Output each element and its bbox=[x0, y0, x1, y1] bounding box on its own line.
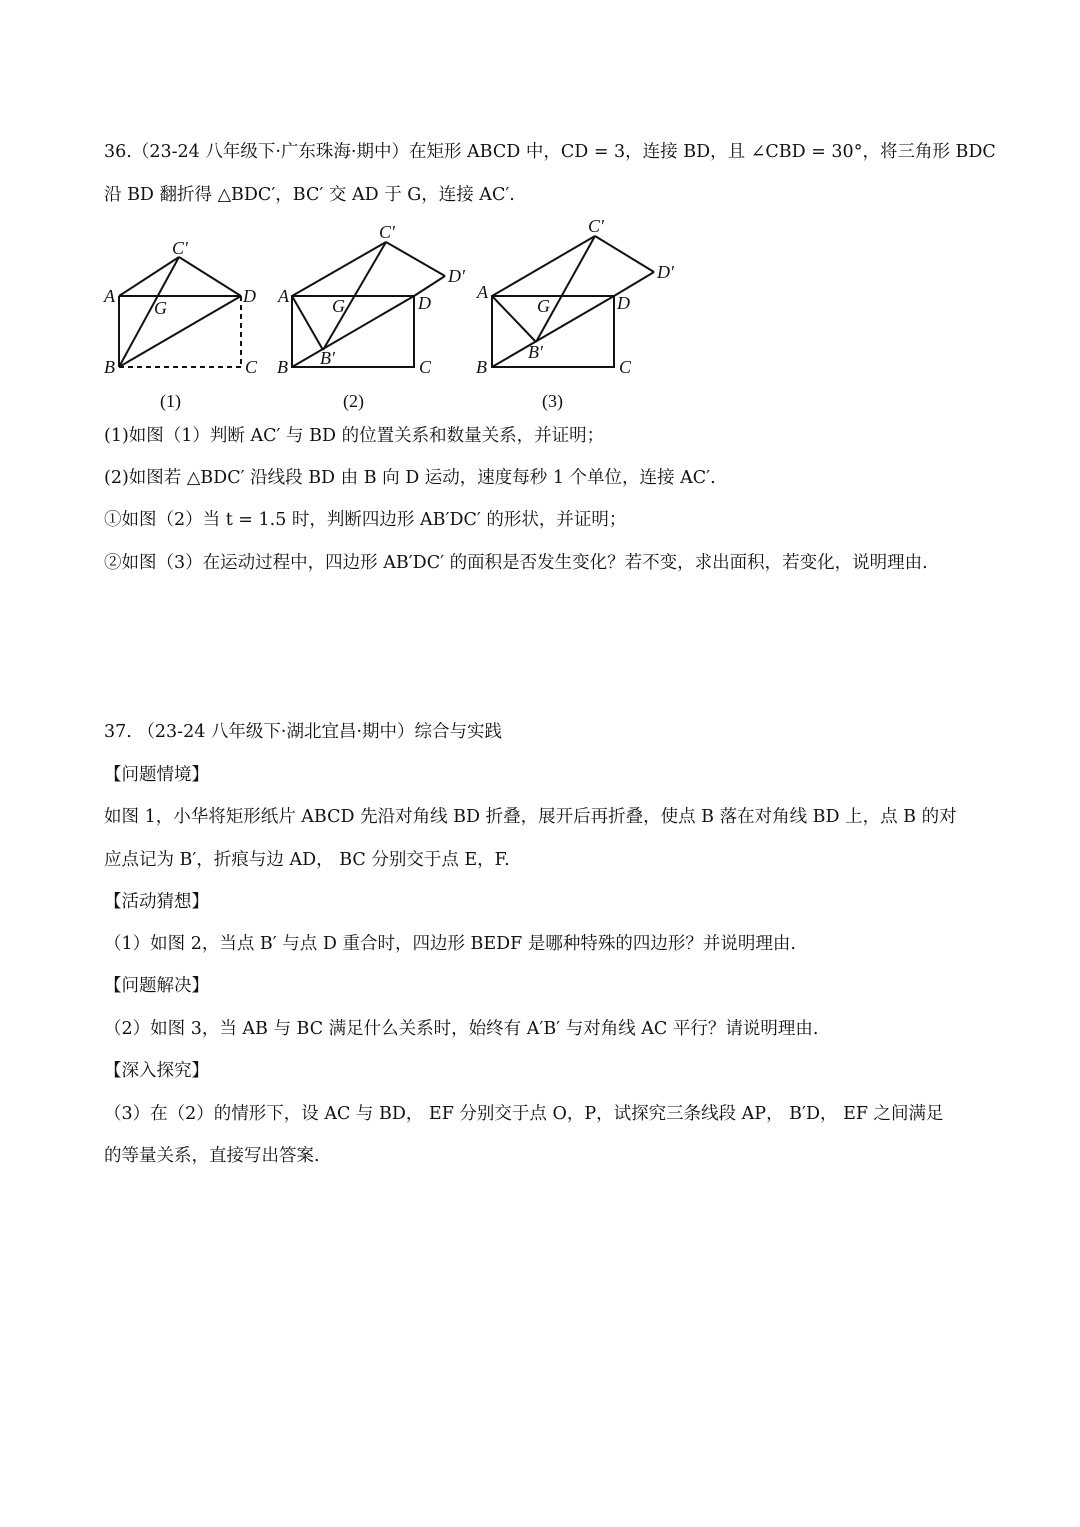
fig3-label-d-prime: D′ bbox=[657, 262, 674, 282]
q36-sub2b: ②如图（3）在运动过程中，四边形 AB′DC′ 的面积是否发生变化？若不变，求出面积，若变化，说明理由. bbox=[104, 553, 928, 573]
q37-heading-explore: 【深入探究】 bbox=[104, 1061, 209, 1081]
q36-geometry-figures bbox=[96, 214, 716, 419]
fig1-label-b: B bbox=[104, 357, 115, 377]
fig3-label-a: A bbox=[477, 282, 488, 302]
q37-title: 37. （23-24 八年级下·湖北宜昌·期中）综合与实践 bbox=[104, 722, 503, 742]
q36-figures bbox=[96, 214, 716, 423]
q37-part-1: （1）如图 2，当点 B′ 与点 D 重合时，四边形 BEDF 是哪种特殊的四边形？并说明理由. bbox=[104, 934, 796, 954]
fig2-label-c-prime: C′ bbox=[379, 222, 395, 242]
fig2-label-d-prime: D′ bbox=[448, 266, 465, 286]
figure-caption-2: (2) bbox=[343, 391, 364, 411]
fig3-label-d: D bbox=[617, 293, 630, 313]
fig1-label-c-prime: C′ bbox=[172, 238, 188, 258]
fig3-label-b-prime: B′ bbox=[528, 342, 543, 362]
fig2-label-c: C bbox=[419, 357, 432, 377]
figure-1 bbox=[119, 257, 241, 367]
fig3-label-c: C bbox=[619, 357, 632, 377]
fig1-label-a: A bbox=[104, 286, 115, 306]
fig2-label-g: G bbox=[332, 296, 345, 316]
fig2-label-d: D bbox=[418, 293, 431, 313]
fig3-label-b: B bbox=[476, 357, 487, 377]
q37-heading-guess: 【活动猜想】 bbox=[104, 892, 209, 912]
q37-heading-situation: 【问题情境】 bbox=[104, 765, 209, 785]
figure-caption-1: (1) bbox=[160, 391, 181, 411]
q36-sub2: (2)如图若 △BDC′ 沿线段 BD 由 B 向 D 运动，速度每秒 1 个单位，连接 AC′. bbox=[104, 468, 716, 488]
fig3-label-g: G bbox=[537, 296, 550, 316]
q36-statement-line1: 36.（23-24 八年级下·广东珠海·期中）在矩形 ABCD 中，CD = 3，连接 BD，且 ∠CBD = 30°，将三角形 BDC bbox=[104, 142, 996, 162]
q37-paragraph-2: 应点记为 B′，折痕与边 AD， BC 分别交于点 E，F. bbox=[104, 850, 510, 870]
fig1-label-d: D bbox=[243, 286, 256, 306]
fig2-label-b-prime: B′ bbox=[320, 348, 335, 368]
fig3-label-c-prime: C′ bbox=[588, 216, 604, 236]
q37-paragraph-1: 如图 1，小华将矩形纸片 ABCD 先沿对角线 BD 折叠，展开后再折叠，使点 B 落在对角线 BD 上，点 B 的对 bbox=[104, 807, 957, 827]
q36-sub1: (1)如图（1）判断 AC′ 与 BD 的位置关系和数量关系，并证明； bbox=[104, 426, 605, 446]
q37-heading-solve: 【问题解决】 bbox=[104, 976, 209, 996]
fig1-label-g: G bbox=[154, 298, 167, 318]
fig2-label-a: A bbox=[278, 286, 289, 306]
q37-part-3-line2: 的等量关系，直接写出答案. bbox=[104, 1146, 320, 1166]
figure-caption-3: (3) bbox=[542, 391, 563, 411]
q37-part-3-line1: （3）在（2）的情形下，设 AC 与 BD， EF 分别交于点 O，P，试探究三条线段 AP， B′D， EF 之间满足 bbox=[104, 1104, 944, 1124]
q36-statement-line2: 沿 BD 翻折得 △BDC′，BC′ 交 AD 于 G，连接 AC′. bbox=[104, 185, 515, 205]
q37-part-2: （2）如图 3，当 AB 与 BC 满足什么关系时，始终有 A′B′ 与对角线 AC 平行？请说明理由. bbox=[104, 1019, 819, 1039]
fig1-label-c: C bbox=[245, 357, 258, 377]
q36-sub2a: ①如图（2）当 t = 1.5 时，判断四边形 AB′DC′ 的形状，并证明； bbox=[104, 510, 627, 530]
fig2-label-b: B bbox=[277, 357, 288, 377]
